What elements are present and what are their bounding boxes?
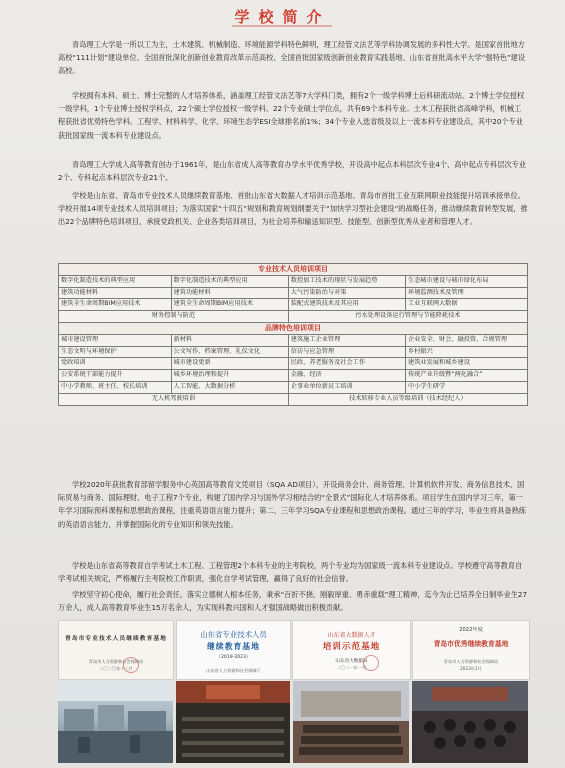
mission-paragraph: 学校坚守初心使命，履行社会责任，落实立德树人根本任务，秉承“百折不挠、刚毅厚重、勇赤重载”理工精神，迄今为止已培养全日制毕业生27万余人，成人高等教育毕业生15万名余人，为实现科教兴国和人才强国战略做出积极贡献。 [58,590,528,613]
seal-icon [123,657,139,673]
table-cell: 生态文明与环境保护 [59,346,172,358]
table-cell: 城市建设更新 [171,358,288,370]
table-cell: 金融、经济 [288,370,405,382]
group-photo-illustration [293,681,409,763]
workshop-illustration [58,681,173,763]
table-cell: 党政培训 [59,358,172,370]
intro-paragraph-2: 学校拥有本科、硕士、博士完整的人才培养体系，涵盖理工经管文法艺等7大学科门类，拥有2个一级学科博士后科研流动站、2个博士学位授权一级学科，1个专业博士授权学科点，22个硕士学位授权一级学科、22个专业硕士学位点，共有69个本科专业。土木工程获批省高峰学科，机械工程获批省优势特色学科。工程学、材料科学、化学、环境生态学ESI全球排名前1%；34个专业入选省级及以上一流本科专业建设点，其中20个专业获批国家级一流本科专业建设点。 [58,91,525,140]
lecture-hall-illustration [176,681,290,763]
table-cell: 公文写作、档案管理、礼仪文化 [171,346,288,358]
page-title: 学校简介 [234,8,331,26]
certificate-year: 2022年度 [459,627,483,633]
table-row [59,358,528,370]
table-cell: 信访与应急管理 [288,346,405,358]
table-header-row [59,322,528,334]
table-cell: 污水处理设备运行管理与节能降耗技术 [288,311,527,323]
table-cell: 新材料 [171,334,288,346]
certificate-title: 青岛市专业技术人员继续教育基地 [65,636,167,642]
professional-training-header: 专业技术人员培训项目 [59,264,528,276]
intro-paragraph-1: 青岛理工大学是一所以工为主，土木建筑、机械制造、环境能源学科特色鲜明，理工经管文法艺等学科协调发展的多科性大学。是国家首批地方高校“111计划”建设单位、全国首批深化创新创业教育改革示范高校、全国首批国家级创新创业教育实践基地、山东省首批高水平大学“强特色”建设高校。 [58,40,526,76]
title-underline [232,25,332,27]
table-cell: 工业互联网大数据 [406,299,528,311]
training-programs-table [58,263,528,406]
photo-group-outdoor [293,681,409,763]
table-cell: 建筑功能材料 [171,287,288,299]
table-row [59,275,528,287]
table-cell: 无人机驾驶培训 [59,393,289,405]
table-cell: 建筑施工企业管理 [288,334,405,346]
table-row [59,334,528,346]
certificate-shandong-cpe-base [176,620,291,680]
brand-training-header: 品牌特色培训项目 [59,322,528,334]
table-cell: 城市建设管理 [59,334,172,346]
table-cell: 装配式建筑技术及其应用 [288,299,405,311]
table-cell: 建筑全生命周期BIM应用技术 [59,299,172,311]
self-exam-paragraph: 学校是山东省高等教育自学考试土木工程、工程管理2个本科专业的主考院校，两个专业均为国家级一流本科专业建设点。学校遵守高等教育自学考试相关规定，严格履行主考院校工作职责，强化自学考试管理，赢得了良好的社会信誉。 [58,561,523,584]
table-cell: 人工智能、大数据分析 [171,381,288,393]
photo-lecture-hall [176,681,290,763]
table-cell: 公安系统干部能力提升 [59,370,172,382]
table-cell: 企业安全、财会、融投资、合规管理 [406,334,528,346]
table-cell: 数字化制造技术的典型应用 [171,275,288,287]
certificate-period: （2019-2023） [216,655,251,660]
certificate-date: 二〇二〇年十二月 [99,666,133,671]
table-row [59,287,528,299]
certificate-issuer: 青岛市人力资源和社会保障局 [443,659,499,664]
intro-paragraph-3: 青岛理工大学成人高等教育创办于1961年，是山东省成人高等教育办学水平优秀学校，开设高中起点本科层次专业4个、高中起点专科层次专业2个、专科起点本科层次专业21个。 [58,160,527,183]
table-row [59,393,528,405]
table-cell: 建筑功能材料 [59,287,172,299]
graduation-illustration [412,681,528,763]
table-cell: 数控加工技术的现状与发展趋势 [288,275,405,287]
table-cell: 生态城市建设与城市绿化布局 [406,275,528,287]
table-cell: 中小学教师、班主任、校长培训 [59,381,172,393]
table-row [59,370,528,382]
certificate-title: 青岛市优秀继续教育基地 [433,640,509,648]
certificate-line-1: 山东省大数据人才 [327,632,376,639]
table-cell: 中小学生研学 [406,381,528,393]
certificate-date: 2023年1月 [460,666,482,671]
table-cell: 建筑全生命周期BIM应用技术 [171,299,288,311]
certificate-issuer: 青岛市人力资源和社会保障局 [88,659,144,664]
table-cell: 传统产业升级暨“两化融合” [406,370,528,382]
seal-icon [363,655,379,671]
table-cell: 城乡环境治理和提升 [171,370,288,382]
certificate-bigdata-training-base [292,620,411,680]
intro-paragraph-4: 学校是山东省、青岛市专业技术人员继续教育基地、首批山东省大数据人才培训示范基地、青岛市首批工业互联网职业技能提升培训承接单位。学校开展14项专业技术人员培训项目；为落实国家“十四五”规划和教育规划纲要关于“加快学习型社会建设”的战略任务，推动继续教育转型发展，推出22个品牌特色培训项目，承接党政机关、企业各类培训项目，为社会培养和输送知识型、技能型、创新型优秀从业者和管理人才。 [58,191,528,227]
certificate-line-2: 继续教育基地 [207,642,260,651]
certificate-excellent-cpe-base [412,620,530,680]
table-row [59,381,528,393]
certificate-issuer: 山东省人力资源和社会保障厅 [206,668,261,673]
table-cell: 乡村振兴 [406,346,528,358]
certificate-date: 二〇二一年一月 [336,665,367,670]
table-row [59,311,528,323]
photo-machining-workshop [58,681,173,763]
table-cell: 大气污染防治与对策 [288,287,405,299]
table-row [59,346,528,358]
table-cell: 企事业单位新员工培训 [288,381,405,393]
certificate-qingdao-cpe-base [58,620,174,680]
table-header-row [59,264,528,276]
table-cell: 民政、养老服务及社会工作 [288,358,405,370]
certificate-issuer: 山东省大数据局 [335,659,368,664]
photo-graduation-ceremony [412,681,528,763]
sqa-paragraph: 学校2020年获批教育部留学服务中心英国高等教育文凭项目（SQA AD项目），开设商务会计、商务管理、计算机软件开发、商务信息技术、国际贸易与商务、国际理财、电子工程7个专业，构建了国内学习与国外学习相结合的“全景式”国际化人才培养体系。项目学生在国内学习三年，第一年学习国际预科课程和思想政治课程，注重英语语言能力提升；第二、三年学习SQA专业课程和思想政治课程。通过三年的学习，毕业生将具备熟练的英语语言能力，并掌握国际化的专业知识和领先技能。 [58,480,526,529]
table-cell: 技术转移专业人员等级培训（技术经纪人） [288,393,527,405]
table-cell: 数字化制造技术的典型应用 [59,275,172,287]
certificate-line-1: 山东省专业技术人员 [200,630,267,639]
table-cell: 财务控制与防范 [59,311,289,323]
certificate-line-2: 培训示范基地 [322,642,381,652]
table-row [59,299,528,311]
table-cell: 建筑业发展和城乡建设 [406,358,528,370]
table-cell: 环境监测技术及管理 [406,287,528,299]
